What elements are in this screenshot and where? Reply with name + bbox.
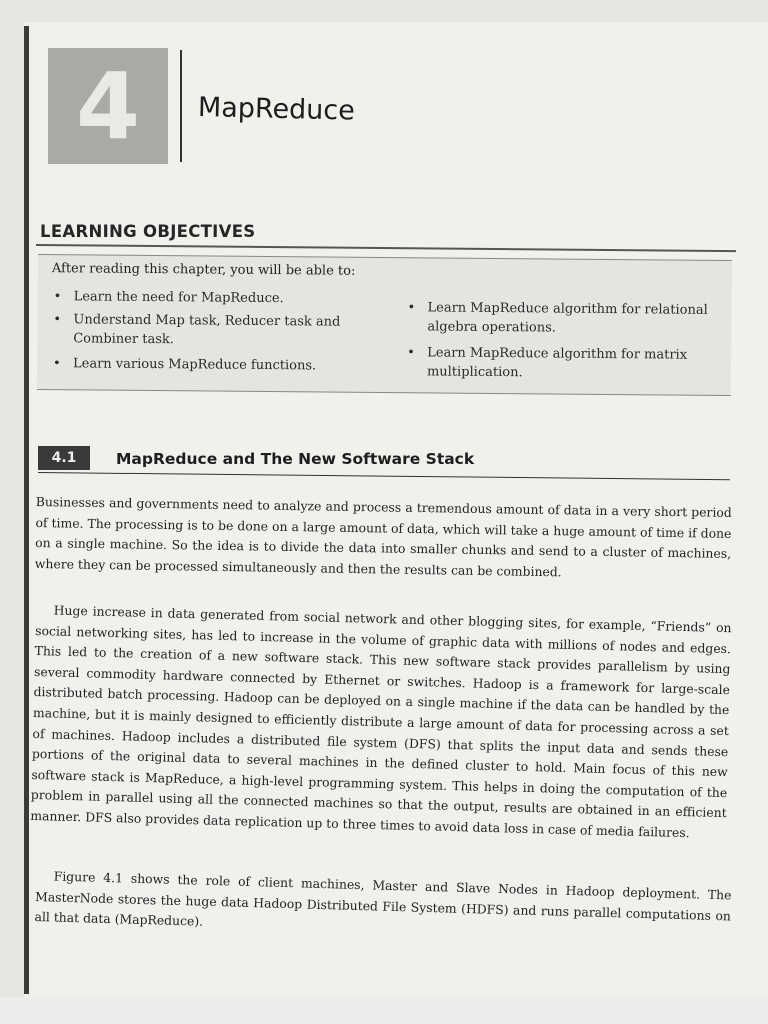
bullet-icon: • — [407, 300, 416, 316]
page-bottom-edge — [0, 997, 768, 1024]
objective-text: Learn the need for MapReduce. — [73, 289, 284, 307]
objective-text: Understand Map task, Reducer task and Combiner task. — [73, 312, 341, 348]
chapter-number: 4 — [75, 52, 140, 160]
section-title: MapReduce and The New Software Stack — [116, 450, 475, 468]
book-spine — [24, 26, 29, 994]
objective-item — [407, 298, 717, 339]
objective-item — [407, 343, 717, 384]
objective-text: Learn MapReduce algorithm for relational algebra operations. — [427, 300, 708, 336]
bullet-icon: • — [53, 312, 62, 328]
chapter-number-box — [48, 48, 168, 164]
bullet-icon: • — [53, 289, 62, 305]
body-paragraph: Figure 4.1 shows the role of client machines, Master and Slave Nodes in Hadoop deployment. The MasterNode stores the huge data Hadoop Distributed File System (HDFS) and runs parallel computations on all that data (MapReduce). — [34, 868, 732, 929]
objective-item — [52, 354, 373, 376]
learning-objectives-box — [37, 254, 732, 396]
objective-item — [53, 287, 374, 309]
body-paragraph: Businesses and governments need to analyze and process a tremendous amount of data in a very short period of time. The processing is to be done on a large amount of data, which will take a huge amount of time if done on a single machine. So the idea is to divide the data into smaller chunks and send to a cluster of machines, where they can be processed simultaneously and then the results can be combined. — [34, 493, 732, 580]
body-paragraph: Huge increase in data generated from social network and other blogging sites, for example, “Friends” on social networking sites, has led to increase in the volume of graphic data with millions of nodes and edges. This led to the creation of a new software stack. This new software stack provides parallelism by using several commodity hardware connected by Ethernet or switches. Hadoop is a framework for large-scale distributed batch processing. Hadoop can be deployed on a single machine if the data can be handled by the machine, but it is mainly designed to efficiently distribute a large amount of data for processing across a set of machines. Hadoop includes a distributed file system (DFS) that splits the input data and sends these portions of the original data to several machines in the defined cluster to hold. Main focus of this new software stack is MapReduce, a high-level programming system. This helps in doing the computation of the problem in parallel using all the connected machines so that the output, results are obtained in an efficient manner. DFS also provides data replication up to three times to avoid data loss in case of media failures. — [30, 602, 732, 841]
bullet-icon: • — [407, 345, 415, 361]
section-number: 4.1 — [38, 446, 90, 470]
chapter-title-divider — [180, 50, 182, 162]
objective-text: Learn various MapReduce functions. — [72, 356, 317, 374]
objective-text: Learn MapReduce algorithm for matrix multiplication. — [426, 345, 688, 381]
objective-item — [53, 310, 373, 351]
bullet-icon: • — [52, 356, 61, 372]
learning-objectives-intro: After reading this chapter, you will be able to: — [51, 261, 356, 279]
learning-objectives-heading: LEARNING OBJECTIVES — [40, 222, 256, 241]
chapter-title: MapReduce — [197, 92, 356, 127]
